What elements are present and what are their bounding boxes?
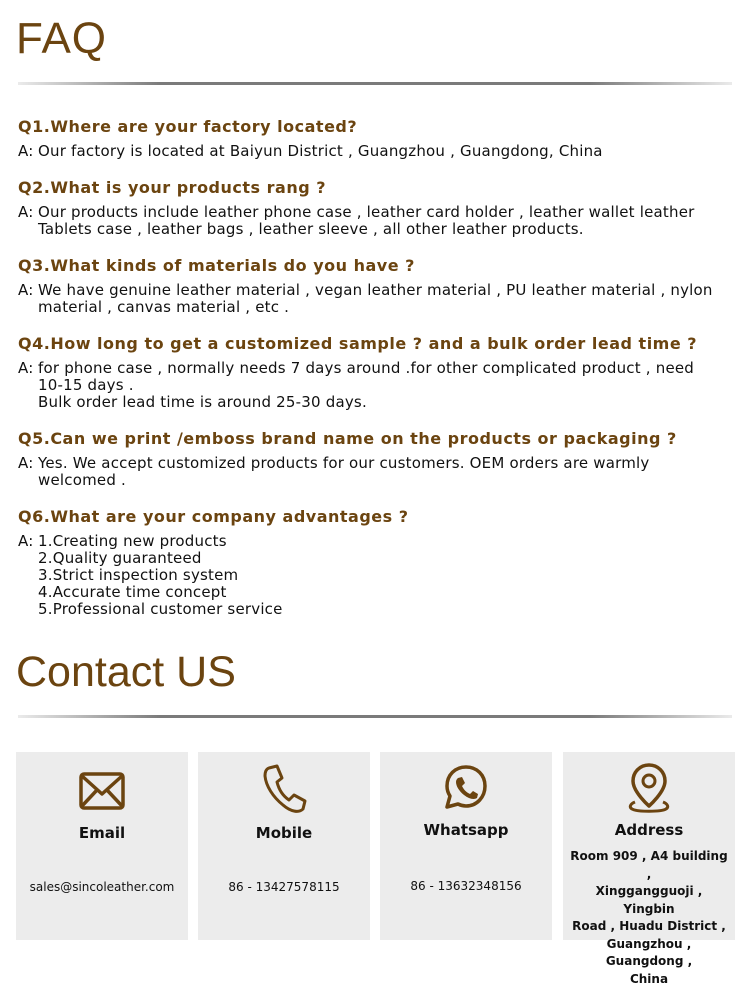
faq-question: Q6.What are your company advantages ?	[18, 507, 732, 527]
answer-line: Bulk order lead time is around 25-30 days.	[38, 394, 732, 411]
faq-item-5	[18, 429, 732, 489]
faq-question: Q1.Where are your factory located?	[18, 117, 732, 137]
address-line: Room 909 , A4 building ,	[569, 848, 729, 883]
faq-title: FAQ	[16, 14, 107, 64]
answer-prefix: A:	[18, 533, 38, 618]
faq-answer	[18, 455, 732, 489]
email-card	[16, 752, 188, 940]
faq-question: Q2.What is your products rang ?	[18, 178, 732, 198]
contact-cards	[16, 752, 734, 940]
faq-divider	[18, 82, 732, 85]
answer-line: for phone case , normally needs 7 days around .for other complicated product , need	[38, 360, 732, 377]
answer-prefix: A:	[18, 282, 38, 316]
faq-list	[18, 117, 732, 636]
card-title: Email	[16, 824, 188, 842]
contact-title: Contact US	[16, 648, 236, 697]
answer-line: material , canvas material , etc .	[38, 299, 732, 316]
faq-answer	[18, 533, 732, 618]
faq-answer	[18, 143, 732, 160]
mobile-value[interactable]: 86 - 13427578115	[204, 880, 364, 894]
answer-prefix: A:	[18, 143, 38, 160]
faq-question: Q3.What kinds of materials do you have ?	[18, 256, 732, 276]
faq-question: Q4.How long to get a customized sample ? and a bulk order lead time ?	[18, 334, 732, 354]
faq-answer	[18, 204, 732, 238]
card-title: Mobile	[198, 824, 370, 842]
mobile-card	[198, 752, 370, 940]
address-value	[569, 848, 729, 988]
whatsapp-card	[380, 752, 552, 940]
email-value[interactable]: sales@sincoleather.com	[22, 880, 182, 894]
answer-line: Our factory is located at Baiyun District , Guangzhou , Guangdong, China	[38, 143, 732, 160]
whatsapp-icon	[443, 764, 489, 814]
address-line: Xinggangguoji , Yingbin	[569, 883, 729, 918]
answer-line: 2.Quality guaranteed	[38, 550, 732, 567]
faq-item-1	[18, 117, 732, 160]
faq-item-3	[18, 256, 732, 316]
faq-question: Q5.Can we print /emboss brand name on the products or packaging ?	[18, 429, 732, 449]
answer-line: welcomed .	[38, 472, 732, 489]
address-line: Road , Huadu District ,	[569, 918, 729, 936]
address-card	[563, 752, 735, 940]
answer-prefix: A:	[18, 204, 38, 238]
address-line: China	[569, 971, 729, 988]
answer-line: Our products include leather phone case , leather card holder , leather wallet leather	[38, 204, 732, 221]
answer-line: 1.Creating new products	[38, 533, 732, 550]
answer-prefix: A:	[18, 455, 38, 489]
answer-line: We have genuine leather material , vegan leather material , PU leather material , nylon	[38, 282, 732, 299]
faq-item-6	[18, 507, 732, 618]
answer-line: 5.Professional customer service	[38, 601, 732, 618]
phone-icon	[261, 764, 307, 818]
answer-line: Tablets case , leather bags , leather sleeve , all other leather products.	[38, 221, 732, 238]
faq-answer	[18, 282, 732, 316]
faq-item-2	[18, 178, 732, 238]
answer-line: Yes. We accept customized products for our customers. OEM orders are warmly	[38, 455, 732, 472]
whatsapp-value[interactable]: 86 - 13632348156	[386, 879, 546, 893]
card-title: Whatsapp	[380, 821, 552, 839]
address-line: Guangzhou , Guangdong ,	[569, 936, 729, 971]
contact-divider	[18, 715, 732, 718]
faq-item-4	[18, 334, 732, 411]
faq-answer	[18, 360, 732, 411]
answer-prefix: A:	[18, 360, 38, 411]
card-title: Address	[563, 821, 735, 839]
answer-line: 3.Strict inspection system	[38, 567, 732, 584]
answer-line: 10-15 days .	[38, 377, 732, 394]
envelope-icon	[78, 770, 126, 816]
answer-line: 4.Accurate time concept	[38, 584, 732, 601]
location-pin-icon	[627, 762, 671, 818]
